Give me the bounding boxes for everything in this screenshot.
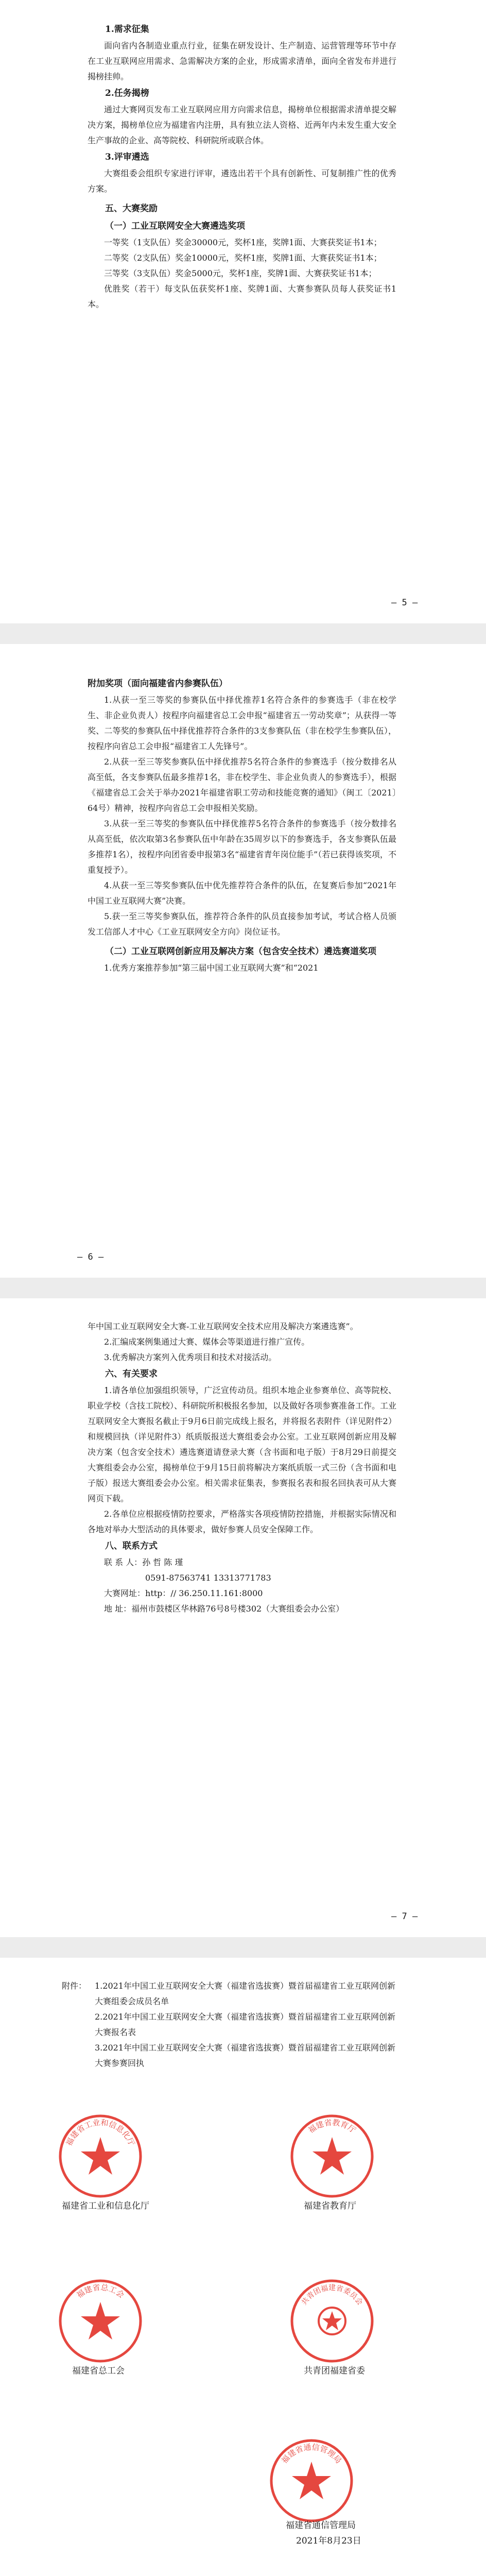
track2-text: 1.优秀方案推荐参加“第三届中国工业互联网大赛”和“2021 [104,963,319,973]
track2-award-list [88,1334,396,1365]
contact-list [88,1555,396,1617]
contact-row [88,1601,396,1617]
additional-award-item: 2.从获一至三等奖参赛队伍中择优推荐5名符合条件的参赛选手（按分数排名从高至低，各支参赛队伍最多推荐1名，非在校学生、非企业负责人的参赛选手），根据《福建省总工会关于举办2021年福建省职工劳动和技能竞赛的通知》（闽工〔2021〕64号）精神，按程序向省总工会申报相关奖励。 [88,757,396,813]
step-heading: 2.任务揭榜 [105,88,149,98]
signer-labor-union: 福建省总工会 [72,2366,125,2376]
signer-telecom: 福建省通信管理局 [286,2520,356,2531]
additional-award-item: 3.从获一至三等奖的参赛队伍中择优推荐5名符合条件的参赛选手（按分数排名从高至低，依次取第3名参赛队伍中年龄在35周岁以下的参赛选手，各支参赛队伍最多推荐1名），按程序向团省委申报第3名“福建省青年岗位能手”（若已获得该奖项，不重复授予）。 [88,819,396,875]
page-6-body [88,675,396,976]
requirement-list [88,1383,396,1537]
contact-row [88,1586,396,1601]
award-item: 二等奖（2支队伍）奖金10000元，奖杯1座，奖牌1面、大赛获奖证书1本； [104,253,382,263]
seal-5-text: 福建省通信管理局 [280,2442,343,2465]
attachment-item: 3.2021年中国工业互联网安全大赛（福建省选拔赛）暨首届福建省工业互联网创新大赛参赛回执 [95,2043,395,2068]
page-5-body [88,21,396,312]
track2-award-item: 2.汇编成案例集通过大赛、媒体会等渠道进行推广宣传。 [104,1337,310,1347]
step-heading: 1.需求征集 [105,24,149,35]
page-gap [0,623,486,644]
track2-title: （二）工业互联网创新应用及解决方案（包含安全技术）遴选赛道奖项 [105,946,376,957]
track2-award-item: 3.优秀解决方案列入优秀项目和技术对接活动。 [104,1352,277,1362]
step-text: 大赛组委会组织专家进行评审，遴选出若干个具有创新性、可复制推广性的优秀方案。 [88,168,396,194]
seal-education-stamp [288,2112,376,2200]
award-item: 三等奖（3支队伍）奖金5000元，奖杯1座，奖牌1面、大赛获奖证书1本； [104,268,377,278]
section-award-heading: 五、大赛奖励 [105,204,158,214]
additional-award-item: 1.从获一至三等奖的参赛队伍中择优推荐1名符合条件的参赛选手（非在校学生、非企业负责人）按程序向福建省总工会申报“福建省五一劳动奖章”；从获得一等奖、二等奖的参赛队伍中择优推荐符合条件的3支参赛队伍（非在校学生参赛队伍），按程序向省总工会申报“福建省工人先锋号”。 [88,695,396,751]
section-contact-heading: 八、联系方式 [105,1541,158,1551]
step-text: 通过大赛网页发布工业互联网应用方向需求信息，揭榜单位根据需求清单提交解决方案，揭榜单位应为福建省内注册，具有独立法人资格、近两年内未发生重大安全生产事故的企业、高等院校、科研院所或联合体。 [88,105,396,145]
attachment-item: 1.2021年中国工业互联网安全大赛（福建省选拔赛）暨首届福建省工业互联网创新大赛组委会成员名单 [95,1981,395,2006]
contact-label: 大赛网址： [104,1588,146,1598]
additional-award-list [88,692,396,940]
contact-value: 孙 哲 陈 瑾 [142,1557,183,1567]
contact-row [88,1555,396,1570]
continued-text: 年中国工业互联网安全大赛-工业互联网安全技术应用及解决方案遴选赛”。 [88,1321,358,1331]
signer-industry: 福建省工业和信息化厅 [62,2201,149,2211]
page-7 [0,1298,486,1937]
additional-award-heading: 附加奖项（面向福建省内参赛队伍） [88,679,228,689]
page-number: — 6 — [77,1252,104,1262]
contact-value: http：// 36.250.11.161:8000 [145,1588,263,1598]
track1-title: （一）工业互联网安全大赛遴选奖项 [105,221,245,231]
award-item: 优胜奖（若干）每支队伍获奖杯1座、奖牌1面、大赛参赛队员每人获奖证书1本。 [88,284,396,309]
contact-label: 地 址： [104,1604,132,1614]
page-6 [0,644,486,1278]
seal-4-text: 共青团福建省委员会 [300,2284,364,2307]
attachments-label: 附件： [62,1981,87,1991]
step-text: 面向省内各制造业重点行业，征集在研发设计、生产制造、运营管理等环节中存在工业互联网应用需求、急需解决方案的企业，形成需求清单，面向全省发布并进行揭榜挂帅。 [88,41,396,81]
page-7-body [88,1319,396,1617]
signer-youth-league: 共青团福建省委 [304,2366,365,2376]
step-heading: 3.评审遴选 [105,152,149,162]
signer-education: 福建省教育厅 [304,2201,356,2211]
seal-labor-union-stamp [57,2277,144,2365]
contact-value: 0591-87563741 13313771783 [145,1573,271,1583]
requirement-item: 1.请各单位加强组织领导，广泛宣传动员。组织本地企业参赛单位、高等院校、职业学校（含技工院校）、科研院所积极报名参加，以及做好各项参赛准备工作。工业互联网安全大赛报名截止于9月6日前完成线上报名，并将报名表附件（详见附件2）和规模回执（详见附件3）纸质版报送大赛组委会办公室。工业互联网创新应用及解决方案（包含安全技术）遴选赛道请登录大赛（含书面和电子版）于8月29日前提交大赛组委会办公室，揭榜单位于9月15日前将解决方案纸质版一式三份（含书面和电子版）报送大赛组委会办公室。相关需求征集表，参赛报名表和报名回执表可从大赛网页下载。 [88,1385,397,1503]
requirement-item: 2.各单位应根据疫情防控要求，严格落实各项疫情防控措施，并根据实际情况和各地对举办大型活动的具体要求，做好参赛人员安全保障工作。 [88,1509,396,1534]
page-8 [0,1958,486,2576]
award-list [88,235,396,312]
seal-industry-stamp [57,2112,144,2200]
contact-value: 福州市鼓楼区华林路76号8号楼302（大赛组委会办公室） [131,1604,344,1614]
requirement-steps [88,21,396,197]
additional-award-item: 5.获一至三等奖参赛队伍，推荐符合条件的队员直接参加考试，考试合格人员颁发工信部人才中心《工业互联网安全方向》岗位证书。 [88,911,396,937]
section-requirements-heading: 六、有关要求 [105,1369,158,1379]
seal-youth-league-stamp [288,2277,376,2365]
seal-telecom-stamp [268,2437,355,2524]
attachment-list [95,1978,396,2071]
page-number: — 7 — [391,1911,418,1922]
contact-label: 联 系 人： [104,1557,143,1567]
issue-date: 2021年8月23日 [296,2536,361,2546]
seal-2-text: 福建省教育厅 [306,2117,358,2136]
seal-1-text: 福建省工业和信息化厅 [64,2117,137,2147]
page-5 [0,0,486,623]
award-item: 一等奖（1支队伍）奖金30000元，奖杯1座，奖牌1面、大赛获奖证书1本； [104,238,382,247]
page-gap [0,1278,486,1298]
contact-row [88,1570,396,1586]
seal-3-text: 福建省总工会 [75,2282,126,2300]
page-gap [0,1937,486,1958]
attachment-item: 2.2021年中国工业互联网安全大赛（福建省选拔赛）暨首届福建省工业互联网创新大赛报名表 [95,2012,395,2037]
attachment-block [62,1978,396,2071]
additional-award-item: 4.从获一至三等奖参赛队伍中优先推荐符合条件的队伍，在复赛后参加“2021年中国工业互联网大赛”决赛。 [88,880,396,906]
page-number: — 5 — [391,598,418,608]
